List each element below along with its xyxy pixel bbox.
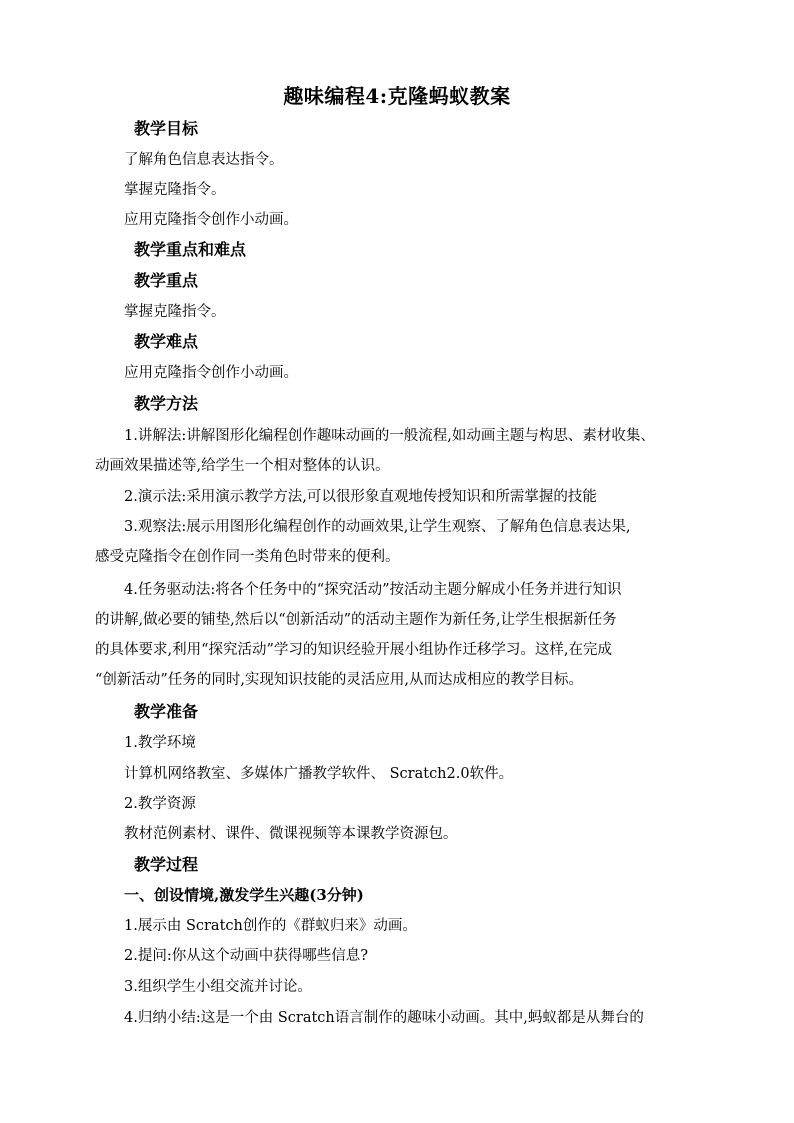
methods-line-9: “创新活动”任务的同时,实现知识技能的灵活应用,从而达成相应的教学目标。 — [95, 672, 584, 688]
heading-key-difficult: 教学重点和难点 — [134, 240, 247, 259]
methods-line-1: 1.讲解法:讲解图形化编程创作趣味动画的一般流程,如动画主题与构思、素材收集、 — [124, 428, 655, 444]
methods-line-4: 3.观察法:展示用图形化编程创作的动画效果,让学生观察、了解角色信息表达果, — [124, 519, 631, 535]
methods-line-6: 4.任务驱动法:将各个任务中的“探究活动”按活动主题分解成小任务并进行知识 — [124, 582, 622, 598]
methods-line-2: 动画效果描述等,给学生一个相对整体的认识。 — [95, 458, 390, 474]
heading-methods: 教学方法 — [134, 394, 199, 413]
prep-line-3: 2.教学资源 — [124, 796, 196, 812]
difficult-text: 应用克隆指令创作小动画。 — [124, 365, 298, 381]
methods-line-8: 的具体要求,利用“探究活动”学习的知识经验开展小组协作迁移学习。这样,在完成 — [95, 642, 613, 658]
methods-line-3: 2.演示法:采用演示教学方法,可以很形象直观地传授知识和所需掌握的技能 — [124, 489, 597, 505]
process-line-2: 2.提问:你从这个动画中获得哪些信息? — [124, 948, 368, 964]
process-line-4: 4.归纳小结:这是一个由 Scratch语言制作的趣味小动画。其中,蚂蚁都是从舞台的 — [124, 1010, 644, 1026]
methods-line-5: 感受克隆指令在创作同一类角色时带来的便利。 — [95, 549, 400, 565]
goal-line-3: 应用克隆指令创作小动画。 — [124, 212, 298, 228]
methods-line-7: 的讲解,做必要的铺垫,然后以“创新活动”的活动主题作为新任务,让学生根据新任务 — [95, 612, 617, 628]
goal-line-1: 了解角色信息表达指令。 — [124, 152, 284, 168]
prep-line-4: 教材范例素材、课件、微课视频等本课教学资源包。 — [124, 826, 458, 842]
key-text: 掌握克隆指令。 — [124, 304, 226, 320]
process-line-3: 3.组织学生小组交流并讨论。 — [124, 979, 312, 995]
process-line-1: 1.展示由 Scratch创作的《群蚁归来》动画。 — [124, 918, 417, 934]
heading-difficult: 教学难点 — [134, 332, 199, 351]
prep-line-2: 计算机网络教室、多媒体广播教学软件、 Scratch2.0软件。 — [124, 766, 514, 782]
prep-line-1: 1.教学环境 — [124, 735, 196, 751]
heading-process: 教学过程 — [134, 855, 199, 874]
heading-goals: 教学目标 — [134, 119, 199, 138]
page-title: 趣味编程4:克隆蚂蚁教案 — [283, 84, 511, 108]
process-subheading: 一、创设情境,激发学生兴趣(3分钟) — [124, 886, 364, 904]
heading-prep: 教学准备 — [134, 702, 199, 721]
goal-line-2: 掌握克隆指令。 — [124, 182, 226, 198]
heading-key: 教学重点 — [134, 271, 199, 290]
